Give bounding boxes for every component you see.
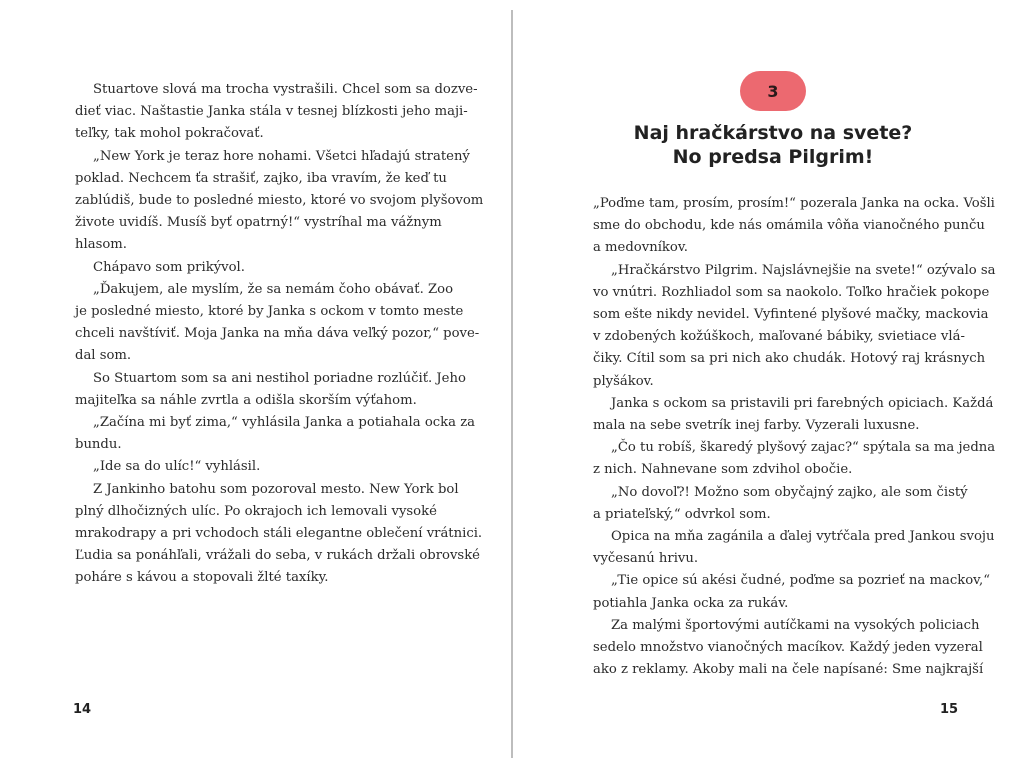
text-line: hlasom. [75,237,127,253]
text-line: majiteľka sa náhle zvrtla a odišla skorším výťahom. [75,392,417,408]
text-line: „Ďakujem, ale myslím, že sa nemám čoho obávať. Zoo [93,281,454,297]
right-page-body-text [593,193,996,681]
text-line: v zdobených kožúškoch, maľované bábiky, svietiace vlá- [593,329,965,345]
text-line: som ešte nikdy nevidel. Vyfintené plyšové mačky, mackovia [593,307,989,323]
text-line: „No dovoľ?! Možno som obyčajný zajko, ale som čistý [611,484,968,500]
page-number-left: 14 [73,702,92,717]
text-line: „Ide sa do ulíc!“ vyhlásil. [93,459,261,475]
right-page [513,0,1024,768]
text-line: „Čo tu robíš, škaredý plyšový zajac?“ spýtala sa ma jedna [611,440,996,456]
text-line: ako z reklamy. Akoby mali na čele napísané: Sme najkrajší [593,662,984,678]
left-page-body-text [75,79,484,590]
text-line: Opica na mňa zagánila a ďalej vytŕčala pred Jankou svoju [611,529,995,545]
text-line: živote uvidíš. Musíš byť opatrný!“ vystríhal ma vážnym [75,215,442,231]
text-line: Chápavo som prikývol. [93,259,245,275]
chapter-number: 3 [767,81,779,101]
text-line: dieť viac. Naštastie Janka stála v tesnej blízkosti jeho maji- [75,104,468,120]
text-line: „Poďme tam, prosím, prosím!“ pozerala Janka na ocka. Vošli [593,196,995,211]
left-page [0,0,511,768]
page-number-right: 15 [940,702,959,717]
text-line: mrakodrapy a pri vchodoch stáli elegantne oblečení vrátnici. [75,526,483,542]
text-line: plyšákov. [593,373,654,389]
text-line: vo vnútri. Rozhliadol som sa naokolo. Toľko hračiek pokope [593,284,990,300]
text-line: „Hračkárstvo Pilgrim. Najslávnejšie na svete!“ ozývalo sa [611,262,996,278]
text-line: a priateľský,“ odvrkol som. [593,506,771,522]
text-line: sme do obchodu, kde nás omámila vôňa vianočného punču [593,218,985,234]
text-line: Janka s ockom sa pristavili pri farebných opiciach. Každá [611,395,994,411]
text-line: bundu. [75,437,122,453]
text-line: čiky. Cítil som sa pri nich ako chudák. Hotový raj krásnych [593,351,986,367]
text-line: „New York je teraz hore nohami. Všetci hľadajú stratený [93,148,470,164]
text-line: Z Jankinho batohu som pozoroval mesto. New York bol [93,481,459,497]
text-line: dal som. [75,348,132,364]
text-line: plný dlhočizných ulíc. Po okrajoch ich lemovali vysoké [75,503,437,519]
text-line: chceli navštíviť. Moja Janka na mňa dáva veľký pozor,“ pove- [75,326,480,342]
text-line: Stuartove slová ma trocha vystrašili. Chcel som sa dozve- [93,82,478,97]
text-line: poháre s kávou a stopovali žlté taxíky. [75,570,329,586]
text-line: je posledné miesto, ktoré by Janka s ockom v tomto meste [75,304,464,320]
chapter-title-line-1: Naj hračkárstvo na svete? [633,122,913,144]
chapter-number-badge [740,71,806,111]
chapter-title [573,121,973,169]
text-line: Ľudia sa ponáhľali, vrážali do seba, v rukách držali obrovské [75,548,480,564]
text-line: teľky, tak mohol pokračovať. [75,126,264,142]
text-line: mala na sebe svetrík inej farby. Vyzerali luxusne. [593,418,920,434]
text-line: sedelo množstvo vianočných macíkov. Každý jeden vyzeral [593,640,983,656]
text-line: potiahla Janka ocka za rukáv. [593,595,789,611]
text-line: So Stuartom som sa ani nestihol poriadne rozlúčiť. Jeho [93,370,466,386]
text-line: „Tie opice sú akési čudné, poďme sa pozrieť na mackov,“ [611,573,990,589]
text-line: Za malými športovými autíčkami na vysokých policiach [611,617,980,633]
text-line: a medovníkov. [593,240,688,256]
chapter-title-line-2: No predsa Pilgrim! [672,146,874,168]
text-line: zablúdiš, bude to posledné miesto, ktoré vo svojom plyšovom [75,193,484,209]
text-line: vyčesanú hrivu. [593,551,699,567]
text-line: poklad. Nechcem ťa strašiť, zajko, iba vravím, že keď tu [75,170,447,186]
text-line: „Začína mi byť zima,“ vyhlásila Janka a potiahala ocka za [93,415,476,431]
text-line: z nich. Nahnevane som zdvihol obočie. [593,462,853,478]
